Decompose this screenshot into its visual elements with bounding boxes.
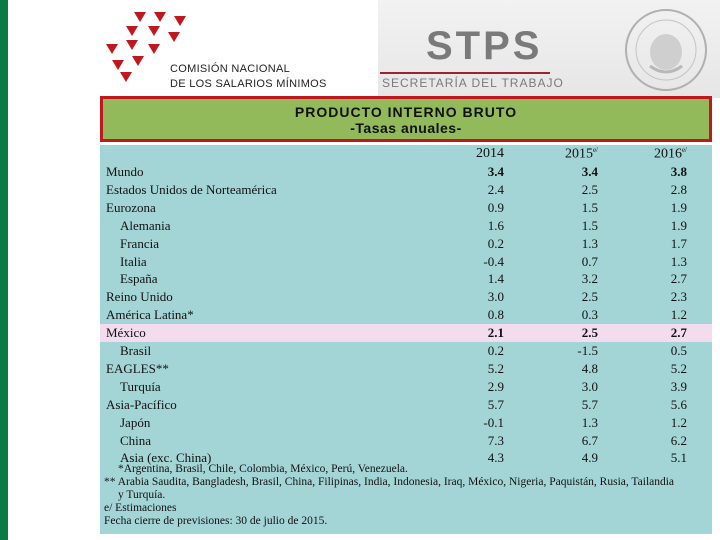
table-row — [100, 324, 712, 342]
main-title: PRODUCTO INTERNO BRUTO — [294, 104, 518, 120]
cell-v2014: 5.7 — [487, 396, 504, 412]
left-margin — [8, 0, 100, 145]
cell-v2016: 1.9 — [670, 217, 687, 233]
cell-v2015: 3.0 — [581, 378, 598, 394]
table-row — [100, 163, 712, 181]
row-label: EAGLES** — [106, 360, 169, 376]
cell-v2016: 6.2 — [670, 432, 687, 448]
cell-v2015: 0.7 — [581, 253, 598, 269]
cell-v2016: 3.8 — [670, 164, 687, 179]
cell-v2016: 1.2 — [670, 414, 687, 430]
row-label: España — [120, 271, 158, 287]
row-label: México — [106, 325, 146, 341]
row-label: América Latina* — [106, 307, 194, 323]
footnote-latam: *Argentina, Brasil, Chile, Colombia, México, Perú, Venezuela. — [118, 463, 408, 475]
cell-v2016: 0.5 — [670, 343, 687, 358]
table-row — [100, 181, 712, 199]
cell-v2015: 1.5 — [581, 199, 598, 215]
cell-v2015: 4.9 — [581, 450, 598, 466]
row-label: Asia (exc. China) — [120, 450, 212, 466]
cell-v2014: 7.3 — [487, 432, 504, 448]
table-row — [100, 414, 712, 432]
left-accent-bar — [0, 0, 8, 540]
mexico-seal-icon — [620, 6, 712, 94]
cell-v2014: 2.1 — [487, 325, 504, 341]
table-row — [100, 217, 712, 235]
cnsm-title — [170, 62, 327, 92]
cell-v2014: 3.0 — [487, 289, 504, 305]
cell-v2016: 2.7 — [670, 325, 687, 341]
table-row — [100, 378, 712, 396]
gdp-table — [100, 145, 712, 534]
cell-v2014: 3.4 — [487, 164, 504, 179]
row-label: Italia — [120, 253, 147, 269]
table-row — [100, 253, 712, 271]
cell-v2015: 2.5 — [581, 325, 598, 341]
year-header-2016: $2016^{e/}$ — [653, 146, 687, 162]
cell-v2014: 0.9 — [487, 199, 504, 215]
row-label: Mundo — [106, 164, 144, 179]
cell-v2015: 3.4 — [581, 164, 598, 179]
cell-v2015: 4.8 — [581, 360, 598, 376]
row-label: Francia — [120, 235, 159, 251]
row-label: Estados Unidos de Norteamérica — [106, 181, 277, 197]
cell-v2015: 2.5 — [581, 181, 598, 197]
row-label: China — [120, 432, 152, 448]
cell-v2016: 3.9 — [670, 378, 687, 394]
cell-v2016: 5.1 — [670, 450, 687, 466]
cell-v2016: 1.2 — [670, 307, 687, 323]
cell-v2014: -0.1 — [483, 414, 504, 430]
cell-v2016: 2.7 — [670, 271, 687, 287]
table-row — [100, 342, 712, 360]
row-label: Reino Unido — [106, 289, 173, 305]
cell-v2016: 1.9 — [670, 199, 687, 215]
stps-logo-text: STPS — [426, 24, 543, 68]
cell-v2014: 1.4 — [487, 271, 504, 287]
cell-v2014: 0.8 — [487, 307, 504, 323]
cell-v2015: 5.7 — [581, 396, 598, 412]
footnote-estimates: e/ Estimaciones — [104, 502, 177, 514]
row-label: Alemania — [120, 217, 171, 233]
cell-v2016: 2.8 — [670, 181, 687, 197]
cell-v2015: 1.3 — [581, 235, 598, 251]
cnsm-line2: DE LOS SALARIOS MÍNIMOS — [170, 78, 327, 90]
cell-v2015: -1.5 — [577, 343, 598, 358]
subtitle: -Tasas anuales- — [350, 120, 462, 136]
table-row — [100, 396, 712, 414]
cell-v2015: 6.7 — [581, 432, 598, 448]
cell-v2014: -0.4 — [483, 253, 504, 269]
row-label: Turquía — [120, 378, 161, 394]
year-header-2014: 2014 — [476, 146, 504, 161]
cell-v2014: 1.6 — [487, 217, 504, 233]
cell-v2015: 1.5 — [581, 217, 598, 233]
table-row — [100, 235, 712, 253]
year-header-2015: $2015^{e/}$ — [564, 146, 598, 162]
table-row — [100, 306, 712, 324]
stps-subtitle: SECRETARÍA DEL TRABAJO — [382, 76, 564, 90]
table-row — [100, 288, 712, 306]
row-label: Eurozona — [106, 199, 156, 215]
cell-v2015: 0.3 — [581, 307, 598, 323]
title-banner — [100, 96, 712, 142]
footnote-date: Fecha cierre de previsiones: 30 de julio de 2015. — [104, 515, 328, 527]
cell-v2016: 5.2 — [670, 360, 687, 376]
row-label: Asia-Pacífico — [106, 396, 177, 412]
footnotes — [104, 463, 708, 528]
cell-v2016: 5.6 — [670, 396, 687, 412]
stps-divider — [380, 72, 550, 74]
cell-v2016: 1.3 — [670, 253, 687, 269]
cell-v2014: 5.2 — [487, 360, 504, 376]
cnsm-line1: COMISIÓN NACIONAL — [170, 63, 291, 75]
cell-v2015: 1.3 — [581, 414, 598, 430]
cell-v2014: 2.9 — [487, 378, 504, 394]
cell-v2014: 0.2 — [487, 235, 504, 251]
table-row — [100, 360, 712, 378]
cell-v2016: 1.7 — [670, 235, 687, 251]
table-row — [100, 199, 712, 217]
row-label: Japón — [120, 414, 151, 430]
cell-v2014: 0.2 — [487, 343, 504, 358]
table-row — [100, 432, 712, 450]
table-row — [100, 270, 712, 288]
row-label: Brasil — [120, 343, 152, 358]
footnote-eagles-cont: y Turquía. — [118, 489, 166, 501]
table-header-row — [100, 145, 712, 163]
cell-v2016: 2.3 — [670, 289, 687, 305]
cell-v2015: 3.2 — [581, 271, 598, 287]
cell-v2014: 2.4 — [487, 181, 504, 197]
footnote-eagles: ** Arabia Saudita, Bangladesh, Brasil, China, Filipinas, India, Indonesia, Iraq, México, Nigeria, Paquistán, Rusia, Tailandia — [104, 476, 675, 488]
cell-v2014: 4.3 — [487, 450, 504, 466]
cell-v2015: 2.5 — [581, 289, 598, 305]
